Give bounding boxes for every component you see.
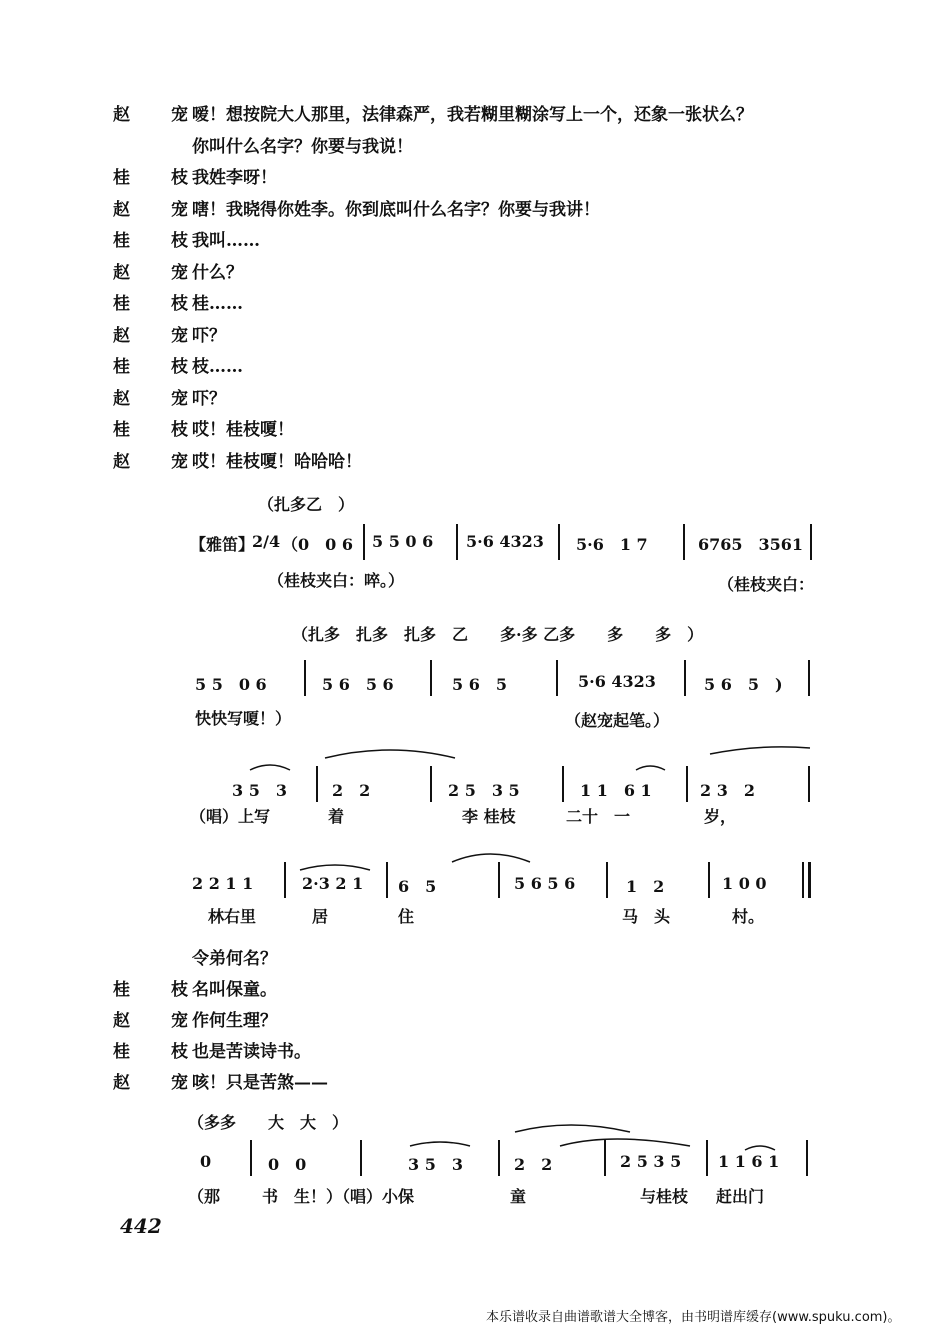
percussion-line: （多多 大 大 ）: [188, 1113, 349, 1132]
speaker-name: 赵 宠: [113, 262, 200, 283]
lyric-line: 二十 一: [566, 807, 631, 826]
speaker-name: 赵 宠: [113, 451, 200, 472]
dialogue-text: 你叫什么名字？你要与我说！: [192, 136, 413, 157]
barline: [562, 766, 564, 802]
lyric-line: 住: [398, 907, 415, 926]
measure: 3 5 3: [408, 1155, 463, 1174]
barline: [686, 766, 688, 802]
speaker-name: 赵 宠: [113, 388, 200, 409]
dialogue-text: 嗐！我晓得你姓李。你到底叫什么名字？你要与我讲！: [192, 199, 600, 220]
percussion-line: （扎多 扎多 扎多 乙 多·多 乙多 多 多 ）: [292, 625, 704, 644]
dialogue-text: 枝……: [192, 357, 243, 377]
lyric-line: 岁，: [704, 807, 737, 826]
lyric-line: 李 桂枝: [462, 807, 516, 826]
dialogue-text: 嗳！想按院大人那里，法律森严，我若糊里糊涂写上一个，还象一张状么？: [192, 105, 753, 125]
measure: 5·6 4323: [466, 532, 544, 551]
footer-credit: 本乐谱收录自曲谱歌谱大全博客，由书明谱库缓存(www.spuku.com)。: [486, 1310, 901, 1325]
lyric-line: 赶出门: [716, 1187, 765, 1206]
dialogue-text: 吓？: [192, 325, 226, 346]
measure: 5 6 5 6: [514, 874, 576, 893]
measure: 1 0 0: [722, 874, 767, 893]
dialogue-text: 哎！桂枝嗄！: [192, 420, 294, 440]
lyric-line: 童: [510, 1187, 527, 1206]
barline: [806, 1140, 808, 1176]
speaker-name: 桂 枝: [113, 1042, 200, 1062]
speaker-name: 桂 枝: [113, 420, 200, 440]
lyric-line: 着: [328, 807, 345, 826]
speaker-name: 桂 枝: [113, 357, 200, 377]
lyric-line: （唱）上写: [190, 807, 271, 826]
barline: [808, 766, 810, 802]
measure: 2 5 3 5: [620, 1152, 682, 1171]
measure: 5 6 5 ): [704, 675, 783, 694]
speaker-name: 赵 宠: [113, 1073, 200, 1093]
speaker-name: 桂 枝: [113, 231, 200, 251]
dialogue-text: 令弟何名？: [192, 949, 277, 969]
measure: 5 5 0 6: [372, 532, 434, 551]
dialogue-text: 作何生理？: [192, 1011, 277, 1031]
lyric-line: （赵宠起笔。）: [565, 711, 670, 730]
measure: 2 2 1 1: [192, 874, 254, 893]
dialogue-text: 什么？: [192, 262, 243, 283]
measure: 1 1 6 1: [718, 1152, 780, 1171]
dialogue-text: 咳！只是苦煞——: [192, 1073, 328, 1093]
dialogue-text: 哎！桂枝嗄！哈哈哈！: [192, 451, 362, 472]
barline: [708, 862, 710, 898]
speaker-name: 赵 宠: [113, 325, 200, 346]
lyric-line: 快快写嗄！）: [195, 709, 292, 728]
barline: [706, 1140, 708, 1176]
lyric-line: 与桂枝: [640, 1187, 689, 1206]
page-number: 442: [120, 1214, 162, 1238]
measure: 6765 3561: [698, 535, 804, 554]
dialogue-text: 吓？: [192, 388, 226, 409]
lyric-line: （桂枝夹白：啐。）: [268, 571, 405, 590]
barline: [386, 862, 388, 898]
measure: 2·3 2 1: [302, 874, 364, 893]
lyric-line: 居: [312, 907, 329, 926]
dialogue-text: 桂……: [192, 294, 243, 314]
barline: [606, 862, 608, 898]
barline: [498, 862, 500, 898]
dialogue-text: 我叫……: [192, 231, 260, 251]
barline: [498, 1140, 500, 1176]
meter: 2/4: [252, 532, 281, 551]
barline: [250, 1140, 252, 1176]
measure: 5·6 1 7: [576, 535, 648, 554]
measure: 3 5 3: [232, 781, 287, 800]
dialogue-text: 也是苦读诗书。: [192, 1042, 311, 1062]
tempo-mark: 【雅笛】: [190, 535, 255, 554]
dialogue-text: 我姓李呀！: [192, 168, 277, 188]
measure: 2 2: [332, 781, 371, 800]
lyric-line: 马 头: [622, 907, 671, 926]
measure: 2 2: [514, 1155, 553, 1174]
barline: [284, 862, 286, 898]
measure: 5 6 5: [452, 675, 507, 694]
measure: 0: [200, 1152, 212, 1171]
barline: [316, 766, 318, 802]
lyric-line: 林右里: [208, 907, 257, 926]
measure: 5 6 5 6: [322, 675, 394, 694]
speaker-name: 赵 宠: [113, 199, 200, 220]
measure: 1 1 6 1: [580, 781, 652, 800]
lyric-line: 村。: [732, 907, 765, 926]
final-barline: [802, 862, 804, 898]
speaker-name: 桂 枝: [113, 980, 200, 1000]
lyric-line: （桂枝夹白：: [718, 575, 815, 594]
dialogue-text: 名叫保童。: [192, 980, 277, 1000]
speaker-name: 桂 枝: [113, 294, 200, 314]
barline: [604, 1140, 606, 1176]
final-barline: [808, 862, 811, 898]
measure: 5·6 4323: [578, 672, 656, 691]
lyric-line: （那: [188, 1187, 221, 1206]
measure: 0 0: [268, 1155, 307, 1174]
speaker-name: 赵 宠: [113, 105, 200, 125]
barline: [430, 766, 432, 802]
speaker-name: 桂 枝: [113, 168, 200, 188]
speaker-name: 赵 宠: [113, 1011, 200, 1031]
percussion-line: （扎多乙 ）: [258, 495, 355, 514]
measure: （0 0 6: [282, 535, 353, 554]
barline: [360, 1140, 362, 1176]
lyric-line: 书 生！）（唱）小保: [262, 1187, 415, 1206]
measure: 2 5 3 5: [448, 781, 520, 800]
measure: 5 5 0 6: [195, 675, 267, 694]
measure: 2 3 2: [700, 781, 755, 800]
measure: 1 2: [626, 877, 665, 896]
measure: 6 5: [398, 877, 437, 896]
